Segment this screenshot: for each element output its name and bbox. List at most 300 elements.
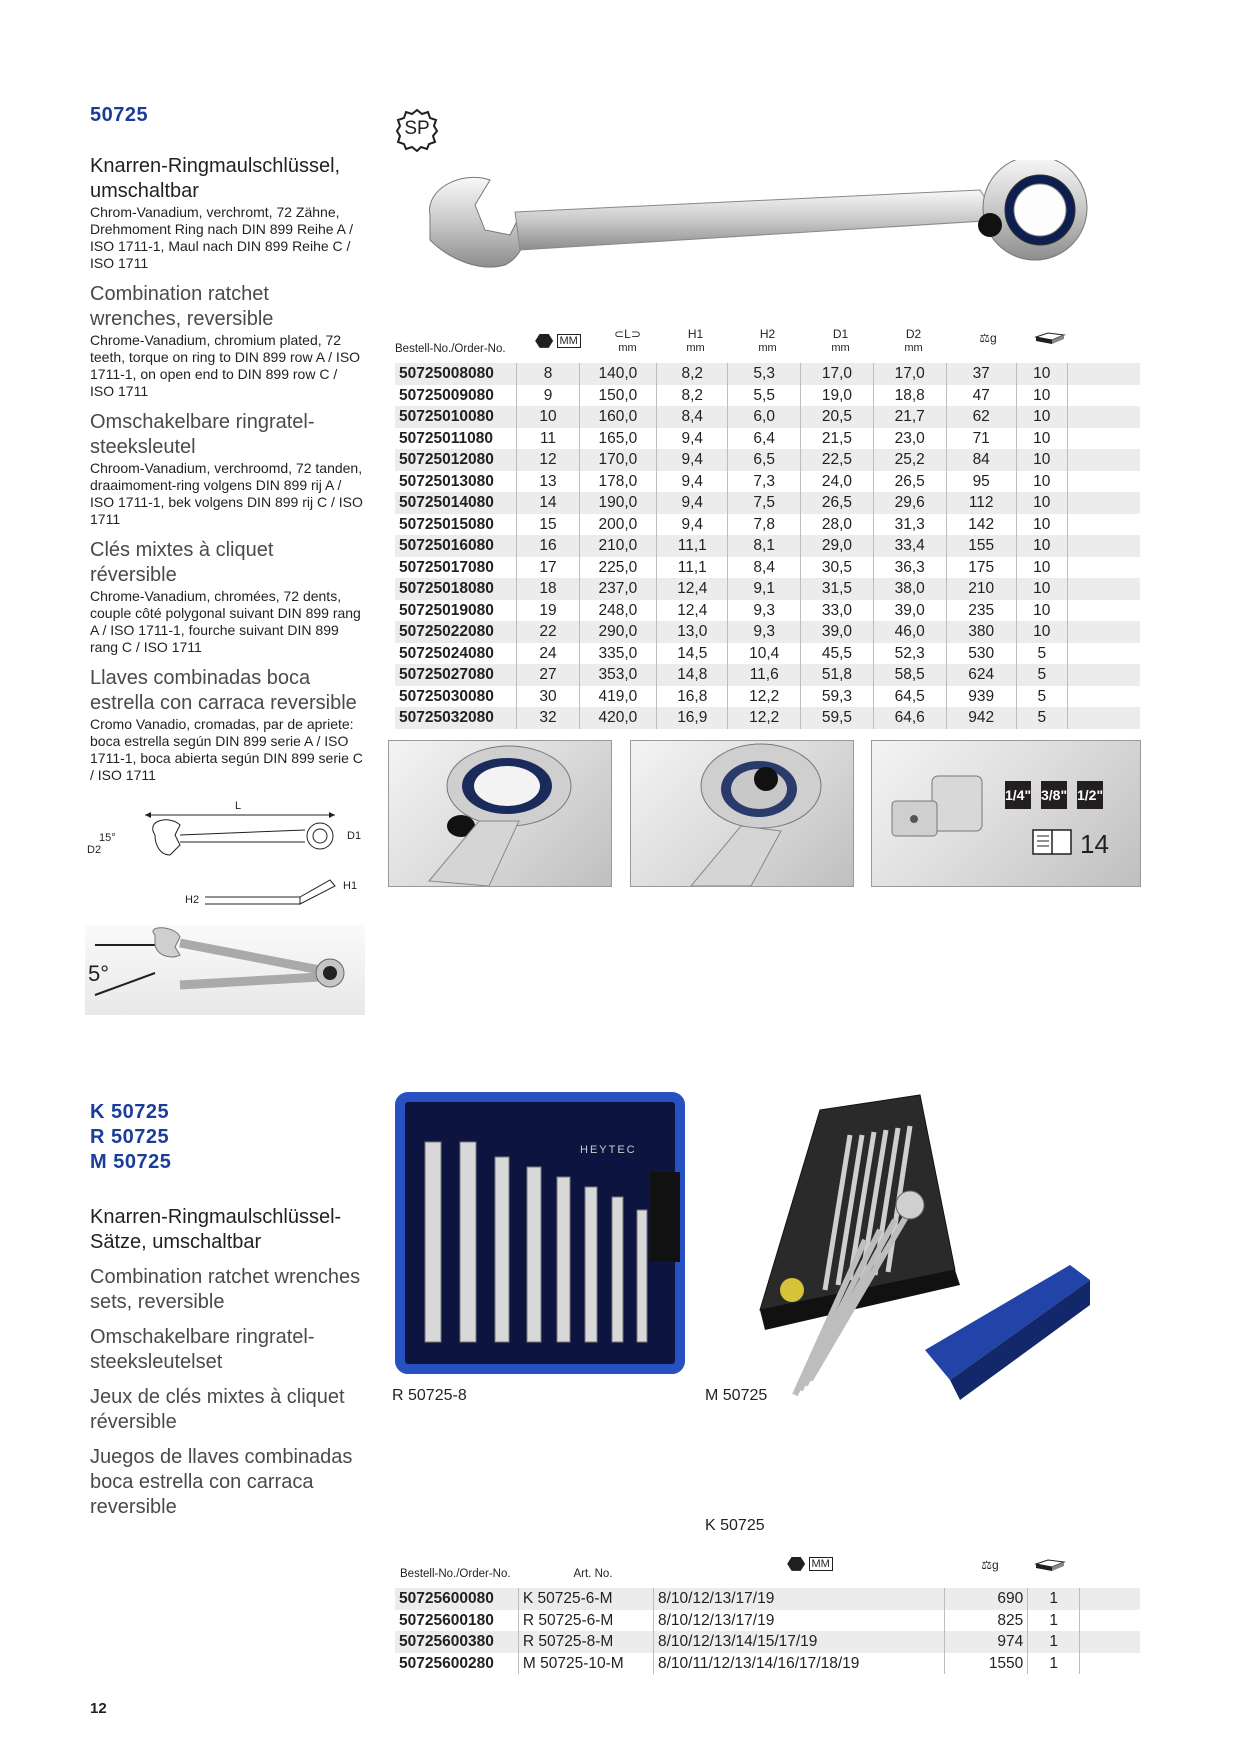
spacer-cell — [1067, 514, 1140, 536]
spacer-cell — [1067, 471, 1140, 493]
order-number-cell: 50725032080 — [395, 707, 517, 729]
header-length — [600, 327, 655, 355]
spacer-cell — [1067, 686, 1140, 708]
spec-value-cell: 16,8 — [657, 686, 728, 708]
spacer-cell — [1080, 1653, 1140, 1675]
spec-value-cell: 52,3 — [873, 643, 946, 665]
spacer-cell — [1067, 363, 1140, 385]
caption-box: K 50725 — [705, 1517, 765, 1534]
spec-value-cell: 190,0 — [579, 492, 657, 514]
set-title-dutch: Omschakelbare ringratel-steeksleutelset — [90, 1326, 315, 1373]
spec-value-cell: 9,3 — [728, 600, 801, 622]
product-code: 50725 — [90, 104, 149, 126]
spec-value-cell: 12,4 — [657, 578, 728, 600]
spec-value-cell: 28,0 — [801, 514, 874, 536]
spacer-cell — [1067, 406, 1140, 428]
angle-5-label: 5° — [88, 961, 110, 986]
set-row — [395, 1631, 1140, 1653]
spec-value-cell: 27 — [517, 664, 579, 686]
spec-value-cell: 5,3 — [728, 363, 801, 385]
spacer-cell — [1067, 449, 1140, 471]
spec-value-cell: 624 — [946, 664, 1016, 686]
spec-value-cell: 942 — [946, 707, 1016, 729]
header-weight-unit: g — [990, 331, 997, 345]
spec-value-cell: 30 — [517, 686, 579, 708]
set-sizes-cell: 8/10/11/12/13/14/16/17/18/19 — [653, 1653, 944, 1675]
title-dutch: Omschakelbare ringratel-steeksleutel — [90, 411, 315, 458]
order-number-cell: 50725014080 — [395, 492, 517, 514]
sp-badge — [395, 108, 439, 152]
spec-value-cell: 13,0 — [657, 621, 728, 643]
spec-value-cell: 11 — [517, 428, 579, 450]
spec-value-cell: 15 — [517, 514, 579, 536]
spec-value-cell: 5 — [1016, 686, 1067, 708]
set-order-number-cell: 50725600080 — [395, 1588, 518, 1610]
set-art-number-cell: K 50725-6-M — [518, 1588, 653, 1610]
order-number-cell: 50725011080 — [399, 429, 493, 447]
spec-value-cell: 36,3 — [873, 557, 946, 579]
spec-value-cell: 23,0 — [873, 428, 946, 450]
header-h2-label: H2 — [759, 327, 776, 341]
dim-h1-label: H1 — [343, 880, 358, 892]
angle-photo — [85, 925, 365, 1015]
spec-value-cell: 9,4 — [657, 428, 728, 450]
spec-row — [395, 600, 1140, 622]
spec-table — [395, 363, 1140, 729]
spec-value-cell: 59,5 — [801, 707, 874, 729]
dim-h2-label: H2 — [185, 894, 200, 906]
order-number-cell: 50725008080 — [395, 363, 517, 385]
order-number-cell: 50725030080 — [399, 687, 494, 705]
header-d2-unit: mm — [904, 342, 923, 354]
spec-value-cell: 9,3 — [728, 621, 801, 643]
spec-value-cell: 5 — [1016, 707, 1067, 729]
spec-value-cell: 17 — [517, 557, 579, 579]
spacer-cell — [1080, 1588, 1140, 1610]
set-code-m: M 50725 — [90, 1151, 172, 1173]
hex-nut-icon — [535, 334, 553, 348]
set-art-number-cell: R 50725-6-M — [518, 1610, 653, 1632]
spec-value-cell: 353,0 — [579, 664, 657, 686]
spec-value-cell: 26,5 — [801, 492, 874, 514]
page-reference-number: 14 — [1080, 829, 1109, 859]
spec-value-cell: 8,2 — [657, 385, 728, 407]
header-length-unit: mm — [618, 342, 637, 354]
set-package-cell: 1 — [1028, 1610, 1080, 1632]
spec-value-cell: 20,5 — [801, 406, 874, 428]
sp-badge-label: SP — [404, 118, 430, 139]
dim-l-label: L — [235, 800, 242, 812]
spec-value-cell: 25,2 — [873, 449, 946, 471]
spec-value-cell: 31,5 — [801, 578, 874, 600]
set-header-order-no: Bestell-No./Order-No. — [400, 1568, 511, 1580]
spec-value-cell: 21,7 — [873, 406, 946, 428]
package-icon — [1030, 331, 1070, 348]
spec-row — [395, 514, 1140, 536]
set-header-weight-unit: g — [992, 1558, 999, 1572]
tray-image — [710, 1080, 1090, 1420]
spec-value-cell: 39,0 — [801, 621, 874, 643]
dim-d1-label: D1 — [347, 830, 362, 842]
set-weight-cell: 690 — [945, 1588, 1028, 1610]
spec-value-cell: 8,4 — [657, 406, 728, 428]
wrench-image — [420, 160, 1130, 295]
spec-value-cell: 10 — [1016, 449, 1067, 471]
set-package-cell: 1 — [1028, 1588, 1080, 1610]
spec-value-cell: 175 — [946, 557, 1016, 579]
order-number-cell: 50725010080 — [395, 406, 517, 428]
spec-value-cell: 9 — [517, 385, 579, 407]
spec-value-cell: 8,2 — [657, 363, 728, 385]
header-d1-label: D1 — [832, 327, 849, 341]
spec-value-cell: 140,0 — [579, 363, 657, 385]
spec-value-cell: 10 — [1016, 406, 1067, 428]
spacer-cell — [1067, 664, 1140, 686]
spec-row — [395, 557, 1140, 579]
spec-value-cell: 33,0 — [801, 600, 874, 622]
spec-value-cell: 290,0 — [579, 621, 657, 643]
set-table-body — [395, 1588, 1140, 1674]
spec-value-cell: 12,2 — [728, 686, 801, 708]
section2-text — [90, 1100, 365, 1530]
order-number-cell: 50725017080 — [399, 558, 494, 576]
set-table-header — [395, 1552, 1140, 1586]
adapter-photo — [871, 740, 1141, 887]
spec-value-cell: 18 — [517, 578, 579, 600]
spacer-cell — [1067, 535, 1140, 557]
spec-value-cell: 22,5 — [801, 449, 874, 471]
set-sizes-cell: 8/10/12/13/17/19 — [653, 1610, 944, 1632]
spec-value-cell: 11,6 — [728, 664, 801, 686]
spec-value-cell: 62 — [946, 406, 1016, 428]
spec-value-cell: 7,8 — [728, 514, 801, 536]
order-number-cell: 50725016080 — [395, 535, 517, 557]
title-french: Clés mixtes à cliquet réversible — [90, 539, 274, 586]
spec-value-cell: 16 — [517, 535, 579, 557]
header-size — [533, 333, 583, 348]
spec-value-cell: 9,1 — [728, 578, 801, 600]
desc-french: Chrome-Vanadium, chromées, 72 dents, couple côté polygonal suivant DIN 899 rang A / ISO 1711-1, fourche suivant DIN 899 rang C / ISO 1711 — [90, 588, 361, 655]
order-number-cell: 50725024080 — [399, 644, 494, 662]
spec-value-cell: 19,0 — [801, 385, 874, 407]
title-spanish: Llaves combinadas boca estrella con carraca reversible — [90, 667, 357, 714]
spacer-cell — [1067, 621, 1140, 643]
spec-row — [395, 578, 1140, 600]
header-d2-label: D2 — [905, 327, 922, 341]
spec-value-cell: 530 — [946, 643, 1016, 665]
spec-value-cell: 155 — [946, 535, 1016, 557]
ratchet-ring-photo — [388, 740, 612, 887]
spec-table-body — [395, 363, 1140, 729]
spec-value-cell: 59,3 — [801, 686, 874, 708]
set-weight-cell: 1550 — [945, 1653, 1028, 1675]
spec-value-cell: 17,0 — [801, 363, 874, 385]
set-sizes-cell: 8/10/12/13/14/15/17/19 — [653, 1631, 944, 1653]
technical-drawing — [85, 800, 365, 910]
dim-angle15-label: 15° — [99, 832, 116, 844]
set-header-weight — [965, 1558, 1015, 1572]
set-title-spanish: Juegos de llaves combinadas boca estrella con carraca reversible — [90, 1446, 353, 1518]
order-number-cell: 50725012080 — [395, 449, 517, 471]
spec-row — [395, 471, 1140, 493]
set-order-number-cell: 50725600280 — [399, 1654, 494, 1672]
spec-value-cell: 9,4 — [657, 514, 728, 536]
spec-value-cell: 10 — [1016, 428, 1067, 450]
ratchet-lever-photo — [630, 740, 854, 887]
spec-value-cell: 6,5 — [728, 449, 801, 471]
spec-value-cell: 26,5 — [873, 471, 946, 493]
desc-spanish: Cromo Vanadio, cromadas, par de apriete: boca estrella según DIN 899 serie A / ISO 1711-1, boca abierta según DIN 899 serie C / ISO 1711 — [90, 716, 363, 783]
package-icon — [1030, 1558, 1070, 1575]
spec-value-cell: 5 — [1016, 643, 1067, 665]
spec-value-cell: 419,0 — [579, 686, 657, 708]
spec-value-cell: 939 — [946, 686, 1016, 708]
header-d1 — [818, 327, 863, 355]
set-code-k: K 50725 — [90, 1101, 170, 1123]
spec-row — [395, 492, 1140, 514]
spec-value-cell: 12,4 — [657, 600, 728, 622]
spec-value-cell: 14,8 — [657, 664, 728, 686]
spec-table-header — [395, 325, 1135, 365]
spacer-cell — [1067, 492, 1140, 514]
spacer-cell — [1067, 385, 1140, 407]
spec-row — [395, 643, 1140, 665]
spec-row — [395, 385, 1140, 407]
header-order-no: Bestell-No./Order-No. — [395, 343, 506, 355]
spacer-cell — [1067, 707, 1140, 729]
desc-german: Chrom-Vanadium, verchromt, 72 Zähne, Drehmoment Ring nach DIN 899 Reihe A / ISO 1711-1, Maul nach DIN 899 Reihe C / ISO 1711 — [90, 204, 354, 271]
spec-value-cell: 29,0 — [801, 535, 874, 557]
spacer-cell — [1067, 643, 1140, 665]
length-arrow-icon: ⊃ — [630, 327, 641, 341]
spec-value-cell: 8,1 — [728, 535, 801, 557]
desc-english: Chrome-Vanadium, chromium plated, 72 teeth, torque on ring to DIN 899 row A / ISO 1711-1, on open end to DIN 899 row C / ISO 1711 — [90, 332, 361, 399]
spec-value-cell: 10 — [1016, 600, 1067, 622]
set-row — [395, 1588, 1140, 1610]
spec-row — [395, 664, 1140, 686]
spec-value-cell: 10 — [1016, 363, 1067, 385]
spec-value-cell: 21,5 — [801, 428, 874, 450]
set-art-number-cell: M 50725-10-M — [518, 1653, 653, 1675]
header-d2 — [891, 327, 936, 355]
spec-value-cell: 10 — [1016, 471, 1067, 493]
header-h1-label: H1 — [687, 327, 704, 341]
spec-value-cell: 8,4 — [728, 557, 801, 579]
section1-text — [90, 103, 365, 794]
spec-value-cell: 10 — [1016, 385, 1067, 407]
set-order-number-cell: 50725600380 — [395, 1631, 518, 1653]
spec-value-cell: 235 — [946, 600, 1016, 622]
spacer-cell — [1067, 428, 1140, 450]
spec-value-cell: 335,0 — [579, 643, 657, 665]
spec-value-cell: 16,9 — [657, 707, 728, 729]
spec-value-cell: 12 — [517, 449, 579, 471]
spec-value-cell: 64,6 — [873, 707, 946, 729]
header-h1-unit: mm — [686, 342, 705, 354]
set-title-french: Jeux de clés mixtes à cliquet réversible — [90, 1386, 345, 1433]
spec-value-cell: 24 — [517, 643, 579, 665]
size-half-inch: 1/2" — [1077, 781, 1103, 809]
spec-value-cell: 210,0 — [579, 535, 657, 557]
spec-value-cell: 18,8 — [873, 385, 946, 407]
spec-value-cell: 170,0 — [579, 449, 657, 471]
spec-value-cell: 380 — [946, 621, 1016, 643]
spec-value-cell: 112 — [946, 492, 1016, 514]
hex-nut-icon — [787, 1557, 805, 1571]
spec-value-cell: 160,0 — [579, 406, 657, 428]
order-number-cell: 50725018080 — [395, 578, 517, 600]
spec-value-cell: 9,4 — [657, 449, 728, 471]
set-title-german: Knarren-Ringmaulschlüssel-Sätze, umschaltbar — [90, 1206, 342, 1253]
spec-value-cell: 46,0 — [873, 621, 946, 643]
spec-value-cell: 10 — [1016, 621, 1067, 643]
spec-value-cell: 210 — [946, 578, 1016, 600]
spec-value-cell: 64,5 — [873, 686, 946, 708]
spec-value-cell: 10 — [1016, 492, 1067, 514]
spec-value-cell: 33,4 — [873, 535, 946, 557]
spec-value-cell: 5 — [1016, 664, 1067, 686]
header-h1 — [673, 327, 718, 355]
set-weight-cell: 825 — [945, 1610, 1028, 1632]
spec-row — [395, 363, 1140, 385]
adapter-sizes — [1005, 781, 1103, 809]
size-three-eighths-inch: 3/8" — [1041, 781, 1067, 809]
spacer-cell — [1067, 557, 1140, 579]
caption-roll: R 50725-8 — [392, 1387, 467, 1404]
spec-value-cell: 165,0 — [579, 428, 657, 450]
spacer-cell — [1080, 1610, 1140, 1632]
header-d1-unit: mm — [831, 342, 850, 354]
title-english: Combination ratchet wrenches, reversible — [90, 283, 274, 330]
spec-value-cell: 7,3 — [728, 471, 801, 493]
order-number-cell: 50725015080 — [399, 515, 494, 533]
set-header-size-label: MM — [809, 1557, 833, 1571]
spec-value-cell: 95 — [946, 471, 1016, 493]
spec-value-cell: 10 — [1016, 557, 1067, 579]
order-number-cell: 50725022080 — [395, 621, 517, 643]
scale-icon: ⚖ — [979, 331, 991, 345]
spec-value-cell: 22 — [517, 621, 579, 643]
page-reference-icon — [1032, 829, 1072, 860]
set-weight-cell: 974 — [945, 1631, 1028, 1653]
spec-value-cell: 5,5 — [728, 385, 801, 407]
spec-row — [395, 428, 1140, 450]
spec-value-cell: 45,5 — [801, 643, 874, 665]
caption-tray: M 50725 — [705, 1387, 768, 1404]
spec-value-cell: 11,1 — [657, 557, 728, 579]
spec-value-cell: 10,4 — [728, 643, 801, 665]
spec-value-cell: 24,0 — [801, 471, 874, 493]
spec-value-cell: 178,0 — [579, 471, 657, 493]
header-h2 — [745, 327, 790, 355]
header-h2-unit: mm — [758, 342, 777, 354]
header-size-label: MM — [557, 334, 581, 348]
spec-row — [395, 449, 1140, 471]
order-number-cell: 50725009080 — [399, 386, 494, 404]
spacer-cell — [1067, 600, 1140, 622]
order-number-cell: 50725013080 — [399, 472, 494, 490]
order-number-cell: 50725019080 — [399, 601, 494, 619]
spec-value-cell: 10 — [1016, 535, 1067, 557]
spec-value-cell: 14 — [517, 492, 579, 514]
spec-value-cell: 84 — [946, 449, 1016, 471]
spec-value-cell: 248,0 — [579, 600, 657, 622]
spec-value-cell: 13 — [517, 471, 579, 493]
spec-value-cell: 71 — [946, 428, 1016, 450]
spec-value-cell: 142 — [946, 514, 1016, 536]
dim-d2-label: D2 — [87, 844, 102, 856]
set-code-r: R 50725 — [90, 1126, 170, 1148]
spec-value-cell: 9,4 — [657, 492, 728, 514]
spec-value-cell: 8 — [517, 363, 579, 385]
spec-value-cell: 225,0 — [579, 557, 657, 579]
spec-value-cell: 10 — [1016, 578, 1067, 600]
set-sizes-cell: 8/10/12/13/17/19 — [653, 1588, 944, 1610]
set-header-art-no: Art. No. — [573, 1568, 613, 1580]
spec-value-cell: 30,5 — [801, 557, 874, 579]
spec-value-cell: 31,3 — [873, 514, 946, 536]
spec-value-cell: 51,8 — [801, 664, 874, 686]
spec-value-cell: 420,0 — [579, 707, 657, 729]
length-arrow-icon: ⊂ — [614, 327, 625, 341]
roll-brand-label: HEYTEC — [580, 1144, 637, 1156]
scale-icon: ⚖ — [981, 1558, 993, 1572]
header-weight — [963, 331, 1013, 345]
size-quarter-inch: 1/4" — [1005, 781, 1031, 809]
spec-value-cell: 58,5 — [873, 664, 946, 686]
spec-value-cell: 150,0 — [579, 385, 657, 407]
set-table — [395, 1588, 1140, 1674]
set-header-size — [775, 1556, 845, 1571]
header-length-label: L — [624, 327, 631, 341]
spec-value-cell: 39,0 — [873, 600, 946, 622]
spec-value-cell: 14,5 — [657, 643, 728, 665]
spec-row — [395, 686, 1140, 708]
spec-value-cell: 38,0 — [873, 578, 946, 600]
spec-value-cell: 19 — [517, 600, 579, 622]
spec-value-cell: 32 — [517, 707, 579, 729]
set-art-number-cell: R 50725-8-M — [518, 1631, 653, 1653]
spec-row — [395, 707, 1140, 729]
page-number: 12 — [90, 1700, 107, 1717]
spacer-cell — [1067, 578, 1140, 600]
set-package-cell: 1 — [1028, 1631, 1080, 1653]
spec-row — [395, 406, 1140, 428]
set-package-cell: 1 — [1028, 1653, 1080, 1675]
set-order-number-cell: 50725600180 — [399, 1611, 494, 1629]
spec-value-cell: 12,2 — [728, 707, 801, 729]
order-number-cell: 50725027080 — [395, 664, 517, 686]
title-german: Knarren-Ringmaulschlüssel, umschaltbar — [90, 155, 341, 202]
spec-row — [395, 621, 1140, 643]
spec-row — [395, 535, 1140, 557]
spec-value-cell: 6,4 — [728, 428, 801, 450]
set-title-english: Combination ratchet wrenches sets, reversible — [90, 1266, 361, 1313]
spec-value-cell: 10 — [517, 406, 579, 428]
set-row — [395, 1653, 1140, 1675]
spec-value-cell: 17,0 — [873, 363, 946, 385]
spacer-cell — [1080, 1631, 1140, 1653]
spec-value-cell: 10 — [1016, 514, 1067, 536]
spec-value-cell: 200,0 — [579, 514, 657, 536]
desc-dutch: Chroom-Vanadium, verchroomd, 72 tanden, draaimoment-ring volgens DIN 899 rij A / ISO 1711-1, bek volgens DIN 899 rij C / ISO 1711 — [90, 460, 363, 527]
spec-value-cell: 11,1 — [657, 535, 728, 557]
set-row — [395, 1610, 1140, 1632]
spec-value-cell: 47 — [946, 385, 1016, 407]
spec-value-cell: 37 — [946, 363, 1016, 385]
spec-value-cell: 237,0 — [579, 578, 657, 600]
spec-value-cell: 6,0 — [728, 406, 801, 428]
